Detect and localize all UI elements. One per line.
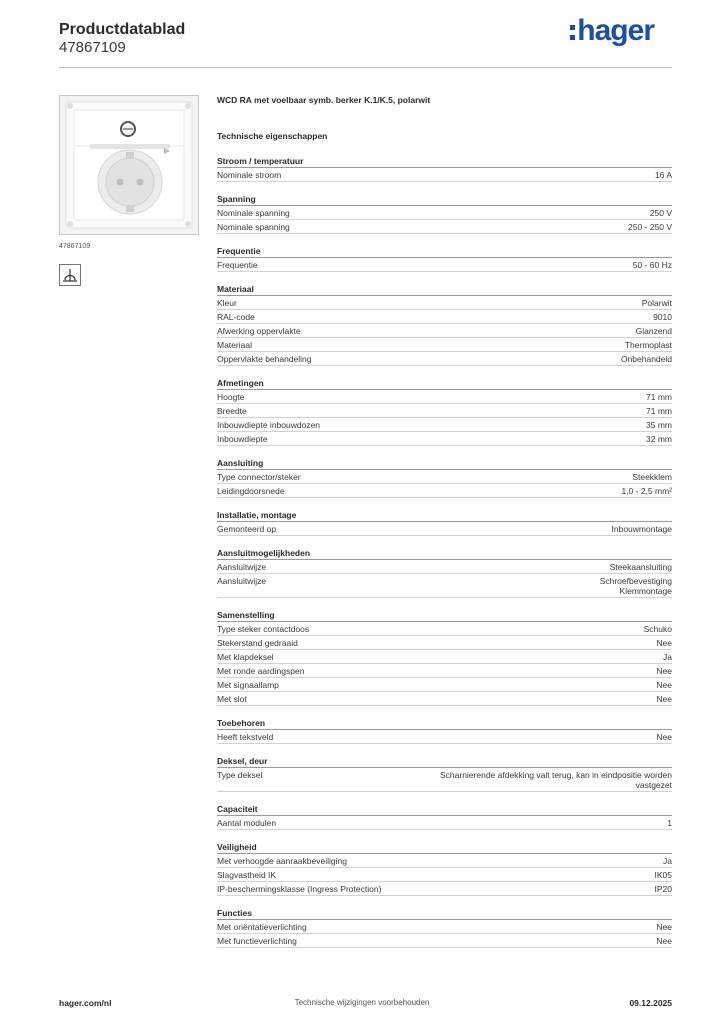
page-title: Productdatablad (59, 21, 186, 38)
product-code: 47867109 (59, 39, 126, 56)
spec-value-line: 35 mm (646, 420, 672, 430)
spec-value-line: 71 mm (646, 406, 672, 416)
spec-value-line: Ja (663, 856, 672, 866)
spec-value-line: Steekaansluiting (609, 562, 672, 572)
footer-disclaimer: Technische wijzigingen voorbehouden (294, 998, 430, 1007)
spec-section (217, 718, 672, 744)
spec-row (217, 678, 672, 692)
spec-label: Heeft tekstveld (217, 732, 274, 742)
spec-label: Type steker contactdoos (217, 624, 310, 634)
spec-section (217, 610, 672, 706)
spec-content (217, 95, 672, 948)
spec-label: Stekerstand gedraaid (217, 638, 298, 648)
spec-value-line: Thermoplast (624, 340, 672, 350)
spec-value-line: Nee (656, 936, 672, 946)
spec-row (217, 560, 672, 574)
spec-row (217, 882, 672, 896)
spec-row (217, 854, 672, 868)
spec-value-line: Schuko (643, 624, 672, 634)
section-title: Materiaal (217, 284, 672, 296)
spec-label: Slagvastheid IK (217, 870, 277, 880)
spec-row (217, 574, 672, 598)
spec-row (217, 418, 672, 432)
spec-section (217, 284, 672, 366)
tech-heading: Technische eigenschappen (217, 131, 328, 141)
spec-label: IP-beschermingsklasse (Ingress Protection) (217, 884, 382, 894)
spec-value-line: Polarwit (641, 298, 672, 308)
spec-row (217, 484, 672, 498)
spec-row (217, 730, 672, 744)
spec-label: Oppervlakte behandeling (217, 354, 312, 364)
spec-value-line: 71 mm (646, 392, 672, 402)
spec-value (290, 222, 672, 232)
spec-label: Met verhoogde aanraakbeveiliging (217, 856, 347, 866)
spec-value (268, 434, 672, 444)
spec-value-line: Ja (663, 652, 672, 662)
spec-value (298, 638, 672, 648)
spec-value (297, 936, 672, 946)
spec-value (274, 652, 672, 662)
spec-value-line: Glanzend (635, 326, 672, 336)
spec-value-line: Nee (656, 922, 672, 932)
spec-label: Materiaal (217, 340, 252, 350)
spec-row (217, 168, 672, 182)
spec-label: Breedte (217, 406, 247, 416)
spec-label: Met ronde aardingspen (217, 666, 305, 676)
section-title: Afmetingen (217, 378, 672, 390)
logo-dots-icon (570, 25, 575, 40)
spec-section (217, 908, 672, 948)
spec-label: Met slot (217, 694, 247, 704)
spec-value (258, 260, 672, 270)
spec-section (217, 156, 672, 182)
spec-value-line: Nee (656, 638, 672, 648)
section-title: Aansluitmogelijkheden (217, 548, 672, 560)
spec-value-line: Scharnierende afdekking valt terug, kan in eindpositie worden (439, 770, 672, 780)
section-title: Capaciteit (217, 804, 672, 816)
spec-value (273, 732, 672, 742)
spec-value (381, 884, 672, 894)
spec-value (281, 170, 672, 180)
spec-row (217, 470, 672, 484)
spec-row (217, 310, 672, 324)
spec-row (217, 352, 672, 366)
spec-value (247, 694, 672, 704)
spec-value (304, 666, 672, 676)
spec-row (217, 522, 672, 536)
spec-row (217, 622, 672, 636)
spec-label: Aantal modulen (217, 818, 277, 828)
spec-value (276, 818, 672, 828)
spec-value-line: 16 A (654, 170, 672, 180)
spec-section (217, 194, 672, 234)
spec-value (247, 406, 672, 416)
spec-section (217, 458, 672, 498)
spec-value-line: Nee (656, 694, 672, 704)
image-caption: 47867109 (59, 243, 91, 250)
socket-symbol-icon (59, 264, 81, 286)
spec-value-line: 9010 (653, 312, 672, 322)
spec-row (217, 868, 672, 882)
spec-value-line: IP20 (654, 884, 672, 894)
footer-website: hager.com/nl (59, 998, 112, 1008)
spec-label: Inbouwdiepte (217, 434, 268, 444)
spec-section (217, 804, 672, 830)
spec-row (217, 934, 672, 948)
spec-value (290, 208, 672, 218)
spec-value (309, 624, 672, 634)
spec-row (217, 206, 672, 220)
spec-section (217, 842, 672, 896)
spec-row (217, 650, 672, 664)
spec-value (276, 870, 672, 880)
spec-value-line: Klemmontage (619, 586, 672, 596)
spec-value-line: Nee (656, 732, 672, 742)
spec-label: RAL-code (217, 312, 255, 322)
spec-label: Aansluitwijze (217, 576, 267, 586)
spec-row (217, 920, 672, 934)
hager-logo (570, 14, 654, 48)
spec-row (217, 324, 672, 338)
section-title: Installatie, montage (217, 510, 672, 522)
spec-label: Leidingdoorsnede (217, 486, 285, 496)
header-divider (59, 67, 672, 68)
spec-value (266, 562, 672, 572)
spec-value-line: Nee (656, 680, 672, 690)
product-title: WCD RA met voelbaar symb. berker K.1/K.5, polarwit (217, 95, 431, 105)
section-title: Aansluiting (217, 458, 672, 470)
spec-sections (217, 156, 672, 948)
spec-label: Met signaallamp (217, 680, 279, 690)
spec-row (217, 692, 672, 706)
spec-value (237, 298, 672, 308)
spec-label: Type connector/steker (217, 472, 301, 482)
spec-row (217, 220, 672, 234)
section-title: Spanning (217, 194, 672, 206)
spec-row (217, 390, 672, 404)
spec-value (255, 312, 672, 322)
spec-label: Hoogte (217, 392, 245, 402)
spec-row (217, 404, 672, 418)
footer-date: 09.12.2025 (629, 998, 672, 1008)
spec-row (217, 768, 672, 792)
spec-value-line: Inbouwmontage (611, 524, 672, 534)
spec-value (320, 420, 672, 430)
spec-section (217, 510, 672, 536)
spec-value (244, 392, 672, 402)
spec-section (217, 378, 672, 446)
spec-row (217, 664, 672, 678)
spec-row (217, 816, 672, 830)
socket-image-icon (60, 96, 198, 234)
spec-label: Nominale stroom (217, 170, 282, 180)
product-image (59, 95, 199, 235)
logo-text: hager (577, 14, 654, 47)
spec-label: Met klapdeksel (217, 652, 274, 662)
spec-value (301, 472, 672, 482)
spec-label: Inbouwdiepte inbouwdozen (217, 420, 321, 430)
spec-value (266, 576, 672, 596)
spec-label: Nominale spanning (217, 208, 290, 218)
spec-row (217, 296, 672, 310)
spec-value (276, 524, 672, 534)
spec-label: Type deksel (217, 770, 263, 780)
spec-value-line: 1 (667, 818, 672, 828)
spec-value (312, 354, 672, 364)
spec-label: Kleur (217, 298, 237, 308)
spec-value-line: Nee (656, 666, 672, 676)
spec-value-line: Schroefbevestiging (599, 576, 672, 586)
spec-value (301, 326, 672, 336)
spec-value-line: vastgezet (635, 780, 672, 790)
spec-value-line: IK05 (654, 870, 672, 880)
spec-value (347, 856, 672, 866)
spec-value-line: Onbehandeld (620, 354, 672, 364)
spec-section (217, 548, 672, 598)
spec-section (217, 756, 672, 792)
spec-value-line: Steekklem (632, 472, 672, 482)
spec-label: Aansluitwijze (217, 562, 267, 572)
section-title: Veiligheid (217, 842, 672, 854)
spec-value (285, 486, 672, 496)
section-title: Samenstelling (217, 610, 672, 622)
section-title: Frequentie (217, 246, 672, 258)
spec-row (217, 258, 672, 272)
section-title: Deksel, deur (217, 756, 672, 768)
section-title: Stroom / temperatuur (217, 156, 672, 168)
spec-label: Met oriëntatieverlichting (217, 922, 307, 932)
spec-value-line: 50 - 60 Hz (632, 260, 672, 270)
spec-value (262, 770, 672, 790)
spec-value-line: 1,0 - 2,5 mm² (621, 486, 672, 496)
spec-section (217, 246, 672, 272)
spec-label: Nominale spanning (217, 222, 290, 232)
spec-value (252, 340, 672, 350)
section-title: Functies (217, 908, 672, 920)
spec-row (217, 636, 672, 650)
spec-label: Gemonteerd op (217, 524, 277, 534)
spec-row (217, 432, 672, 446)
spec-value (279, 680, 672, 690)
spec-value (307, 922, 672, 932)
spec-value-line: 250 V (649, 208, 672, 218)
spec-value-line: 32 mm (646, 434, 672, 444)
spec-label: Frequentie (217, 260, 258, 270)
spec-label: Afwerking oppervlakte (217, 326, 301, 336)
spec-row (217, 338, 672, 352)
spec-label: Met functieverlichting (217, 936, 297, 946)
spec-value-line: 250 - 250 V (628, 222, 672, 232)
section-title: Toebehoren (217, 718, 672, 730)
